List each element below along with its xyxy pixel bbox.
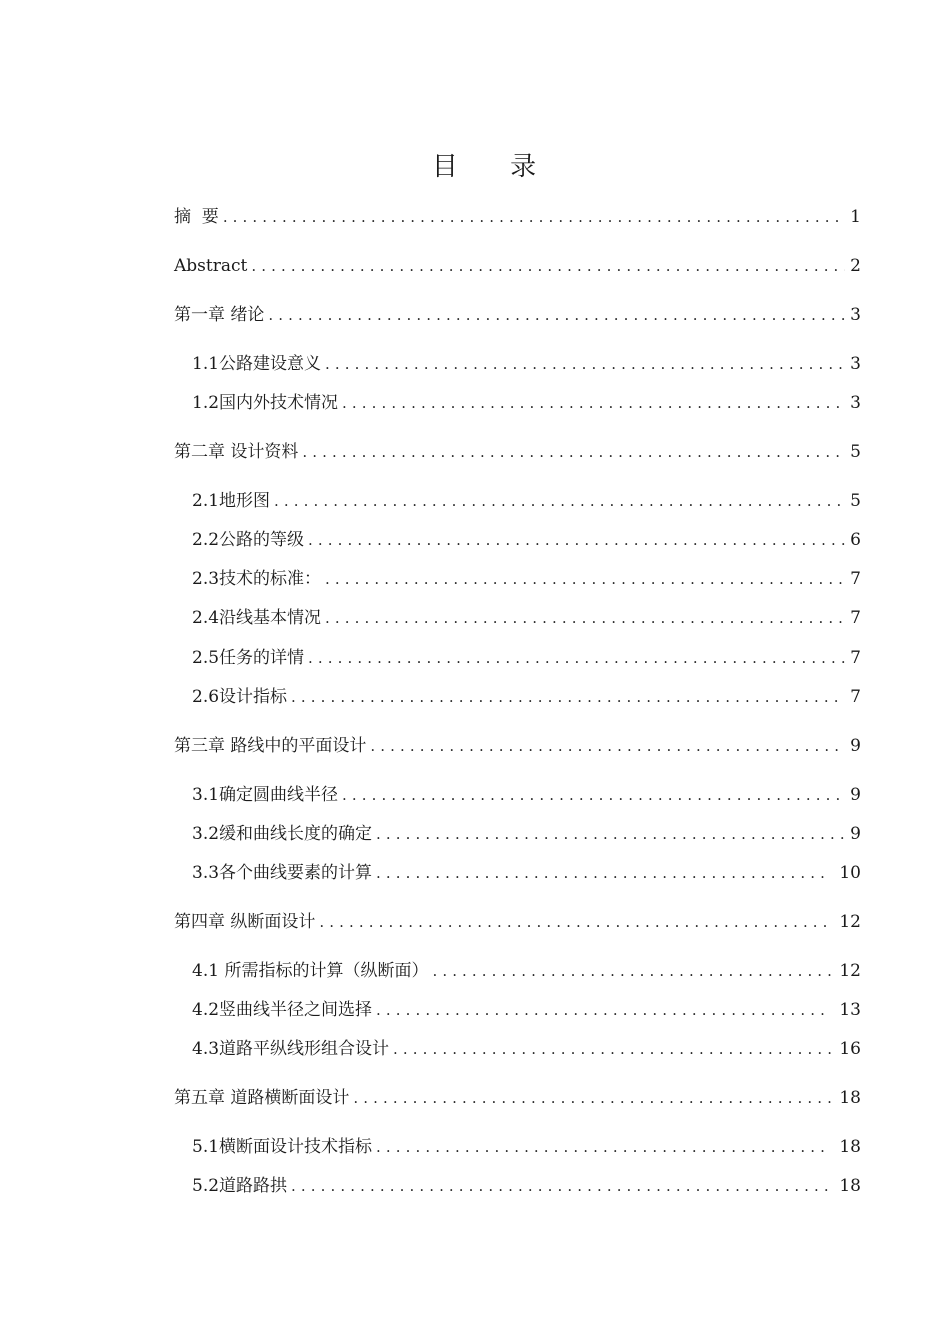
toc-entry-page: 13 — [839, 1000, 861, 1020]
toc-leader-dots — [342, 782, 845, 808]
toc-entry-section-2-6[interactable] — [192, 684, 861, 710]
toc-entry-page: 3 — [850, 305, 861, 325]
toc-entry-label: 第四章 纵断面设计 — [174, 912, 316, 932]
toc-title: 目 录 — [431, 152, 559, 182]
toc-entry-page: 18 — [839, 1137, 861, 1157]
toc-entry-section-2-3[interactable] — [192, 566, 861, 592]
toc-entry-page: 3 — [850, 354, 861, 374]
toc-entry-label: 4.2竖曲线半径之间选择 — [192, 1000, 373, 1020]
toc-leader-dots — [302, 439, 845, 465]
toc-entry-page: 7 — [850, 648, 861, 668]
toc-entry-label: 第五章 道路横断面设计 — [174, 1088, 350, 1108]
toc-entry-page: 5 — [850, 491, 861, 511]
toc-entry-abstract-cn[interactable] — [174, 204, 861, 230]
toc-leader-dots — [274, 488, 845, 514]
toc-leader-dots — [251, 253, 845, 279]
toc-leader-dots — [291, 1173, 831, 1199]
toc-leader-dots — [376, 997, 831, 1023]
toc-entry-section-2-1[interactable] — [192, 488, 861, 514]
toc-entry-page: 18 — [839, 1176, 861, 1196]
toc-entry-label: 5.1横断面设计技术指标 — [192, 1137, 373, 1157]
toc-entry-section-4-1[interactable] — [192, 958, 861, 984]
toc-entry-section-1-1[interactable] — [192, 351, 861, 377]
toc-entry-label: Abstract — [174, 256, 248, 276]
toc-entry-label: 摘 要 — [174, 207, 219, 227]
toc-entry-section-3-1[interactable] — [192, 782, 861, 808]
toc-entry-page: 7 — [850, 569, 861, 589]
toc-entry-chapter-5[interactable] — [174, 1085, 861, 1111]
toc-entry-page: 1 — [850, 207, 861, 227]
toc-entry-label: 4.1 所需指标的计算（纵断面） — [192, 961, 429, 981]
toc-entry-section-5-1[interactable] — [192, 1134, 861, 1160]
toc-entry-label: 5.2道路路拱 — [192, 1176, 288, 1196]
toc-leader-dots — [353, 1085, 831, 1111]
toc-entry-chapter-2[interactable] — [174, 439, 861, 465]
toc-entry-page: 5 — [850, 442, 861, 462]
toc-entry-label: 2.5任务的详情 — [192, 648, 305, 668]
toc-entry-label: 第三章 路线中的平面设计 — [174, 736, 367, 756]
toc-leader-dots — [376, 1134, 831, 1160]
toc-entry-label: 3.1确定圆曲线半径 — [192, 785, 339, 805]
toc-entry-chapter-1[interactable] — [174, 302, 861, 328]
toc-leader-dots — [370, 733, 845, 759]
toc-entry-label: 3.3各个曲线要素的计算 — [192, 863, 373, 883]
toc-entry-label: 2.2公路的等级 — [192, 530, 305, 550]
toc-entry-section-2-5[interactable] — [192, 645, 861, 671]
toc-leader-dots — [325, 566, 845, 592]
toc-entry-label: 2.6设计指标 — [192, 687, 288, 707]
toc-entry-page: 12 — [839, 912, 861, 932]
toc-entry-page: 3 — [850, 393, 861, 413]
toc-entry-label: 第一章 绪论 — [174, 305, 265, 325]
toc-leader-dots — [308, 527, 845, 553]
toc-leader-dots — [223, 204, 845, 230]
toc-entry-label: 第二章 设计资料 — [174, 442, 299, 462]
toc-entry-page: 2 — [850, 256, 861, 276]
toc-entry-chapter-4[interactable] — [174, 909, 861, 935]
toc-leader-dots — [291, 684, 845, 710]
toc-entry-page: 6 — [850, 530, 861, 550]
toc-leader-dots — [376, 860, 831, 886]
toc-entry-label: 3.2缓和曲线长度的确定 — [192, 824, 373, 844]
toc-entry-section-1-2[interactable] — [192, 390, 861, 416]
toc-entry-page: 9 — [850, 824, 861, 844]
toc-entry-section-4-2[interactable] — [192, 997, 861, 1023]
toc-leader-dots — [319, 909, 831, 935]
toc-entry-label: 1.1公路建设意义 — [192, 354, 322, 374]
toc-entry-section-3-2[interactable] — [192, 821, 861, 847]
toc-entry-page: 7 — [850, 687, 861, 707]
toc-leader-dots — [393, 1036, 831, 1062]
toc-leader-dots — [308, 645, 845, 671]
toc-entry-label: 2.1地形图 — [192, 491, 271, 511]
toc-entry-page: 10 — [839, 863, 861, 883]
toc-entry-section-2-2[interactable] — [192, 527, 861, 553]
toc-entry-section-4-3[interactable] — [192, 1036, 861, 1062]
toc-leader-dots — [268, 302, 845, 328]
toc-entry-page: 9 — [850, 785, 861, 805]
toc-entry-chapter-3[interactable] — [174, 733, 861, 759]
toc-entry-page: 7 — [850, 608, 861, 628]
toc-leader-dots — [325, 351, 845, 377]
toc-entry-label: 2.3技术的标准： — [192, 569, 322, 589]
toc-leader-dots — [325, 605, 845, 631]
toc-leader-dots — [342, 390, 845, 416]
toc-entry-page: 18 — [839, 1088, 861, 1108]
toc-entry-section-3-3[interactable] — [192, 860, 861, 886]
toc-entry-label: 2.4沿线基本情况 — [192, 608, 322, 628]
toc-entry-section-5-2[interactable] — [192, 1173, 861, 1199]
toc-entry-page: 9 — [850, 736, 861, 756]
toc-entry-page: 16 — [839, 1039, 861, 1059]
toc-leader-dots — [432, 958, 831, 984]
toc-leader-dots — [376, 821, 845, 847]
toc-entry-label: 4.3道路平纵线形组合设计 — [192, 1039, 390, 1059]
toc-entry-page: 12 — [839, 961, 861, 981]
toc-entry-label: 1.2国内外技术情况 — [192, 393, 339, 413]
toc-entry-abstract-en[interactable] — [174, 253, 861, 279]
toc-entry-section-2-4[interactable] — [192, 605, 861, 631]
